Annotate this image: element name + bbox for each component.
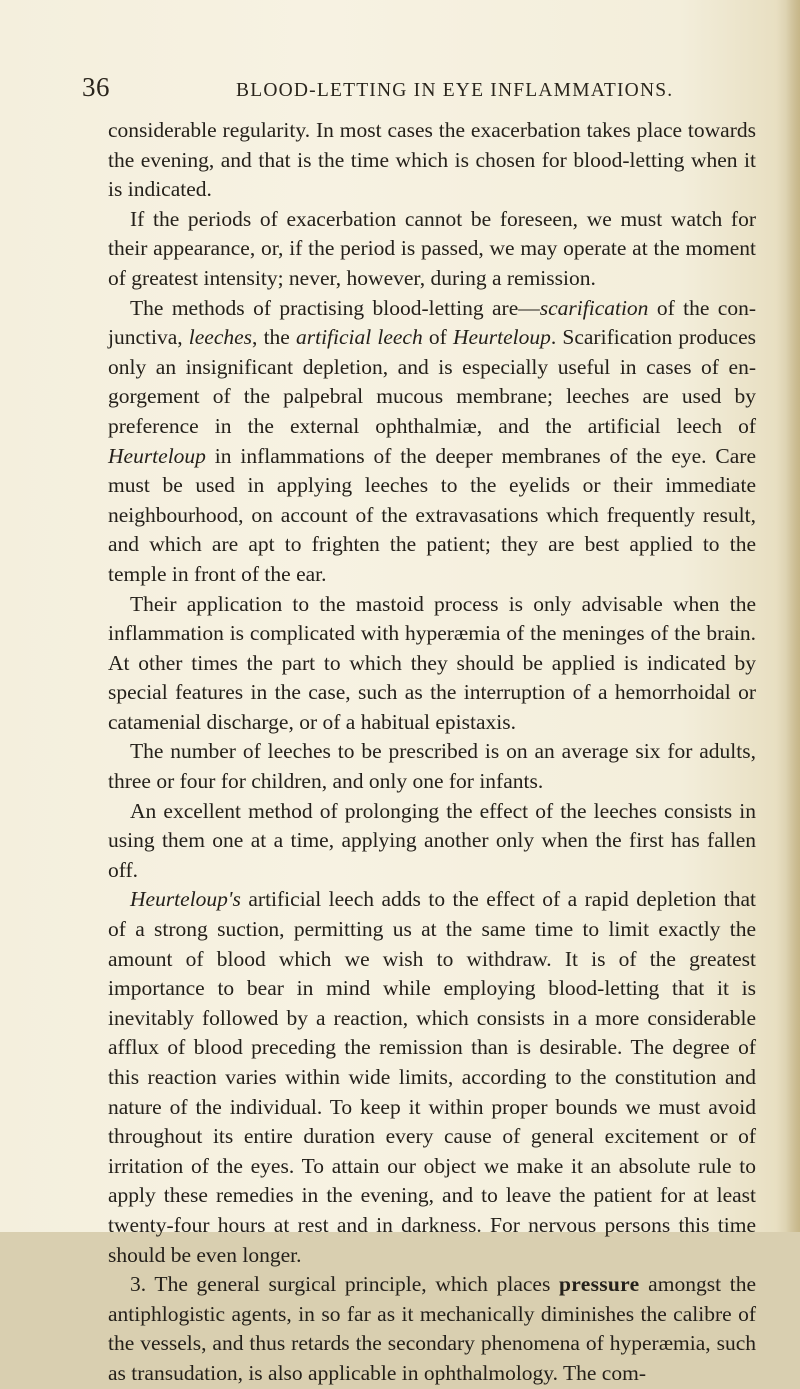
text-run: , the	[252, 325, 296, 350]
italic-term: scarification	[539, 295, 649, 320]
paragraph: An excellent method of prolonging the effect of the leeches consists in using them one at a time, applying another only when the first has fallen off.	[108, 798, 756, 882]
page-number: 36	[82, 72, 110, 102]
page-edge-shadow	[786, 0, 800, 1232]
italic-term: Heurteloup	[452, 325, 551, 350]
running-title: BLOOD-LETTING IN EYE INFLAMMATIONS.	[236, 80, 674, 101]
italic-term: leeches	[188, 325, 253, 350]
text-run: amongst the antiphlogistic agents, in so far as it mechanically diminishes the calibre of the vessels, and thus retards the secondary phenomena of hyperæmia, such as transudation, is also applicable in ophthalmology. The com-	[108, 1272, 756, 1385]
paragraph: The number of leeches to be prescribed is on an average six for adults, three or four for children, and only one for infants.	[108, 739, 756, 794]
text-run: The methods of practising blood-letting are—	[130, 295, 540, 320]
italic-term: Heurteloup's	[130, 887, 241, 912]
text-run: . Scarification produces only an insignificant depletion, and is especially useful in cases of en-gorgement of the palpebral mucous membrane; leeches are used by preference in the external ophthalmiæ, and the artificial leech of	[108, 325, 756, 438]
text-run: artificial leech adds to the effect of a rapid depletion that of a strong suction, permitting us at the same time to limit exactly the amount of blood which we wish to withdraw. It is of the greatest importance to bear in mind while employing blood-letting that it is inevitably followed by a reaction, which consists in a more considerable afflux of blood preceding the remission than is desirable. The degree of this reaction varies within wide limits, according to the constitution and nature of the individual. To keep it within proper bounds we must avoid throughout its entire duration every cause of general excitement or of irritation of the eyes. To attain our object we make it an absolute rule to apply these remedies in the evening, and to leave the patient for at least twenty-four hours at rest and in darkness. For nervous persons this time should be even longer.	[108, 887, 756, 1267]
text-run: of the con-junctiva,	[108, 295, 756, 350]
body-text	[108, 116, 756, 1389]
paragraph	[108, 1270, 756, 1388]
text-run: in inflammations of the deeper membranes of the eye. Care must be used in applying leeches to the eyelids or their immediate neighbourhood, on account of the extravasations which frequently result, and which are apt to frighten the patient; they are best applied to the temple in front of the ear.	[108, 443, 756, 586]
paragraph: considerable regularity. In most cases the exacerbation takes place towards the evening, and that is the time which is chosen for blood-letting when it is indicated.	[108, 118, 756, 202]
italic-term: artificial leech	[295, 325, 423, 350]
paragraph	[108, 885, 756, 1270]
text-run: of	[422, 325, 453, 350]
paragraph	[108, 294, 756, 590]
page-header	[82, 72, 748, 112]
paragraph: If the periods of exacerbation cannot be foreseen, we must watch for their appearance, or, if the period is passed, we may operate at the moment of greatest intensity; never, however, during a remission.	[108, 206, 756, 290]
bold-term: pressure	[559, 1272, 640, 1297]
italic-term: Heurteloup	[108, 443, 206, 468]
text-run: 3. The general surgical principle, which places	[130, 1272, 560, 1297]
paragraph: Their application to the mastoid process is only advisable when the inflammation is complicated with hyperæmia of the meninges of the brain. At other times the part to which they should be applied is indicated by special features in the case, such as the interruption of a hemorrhoidal or catamenial discharge, or of a habitual epistaxis.	[108, 591, 756, 734]
